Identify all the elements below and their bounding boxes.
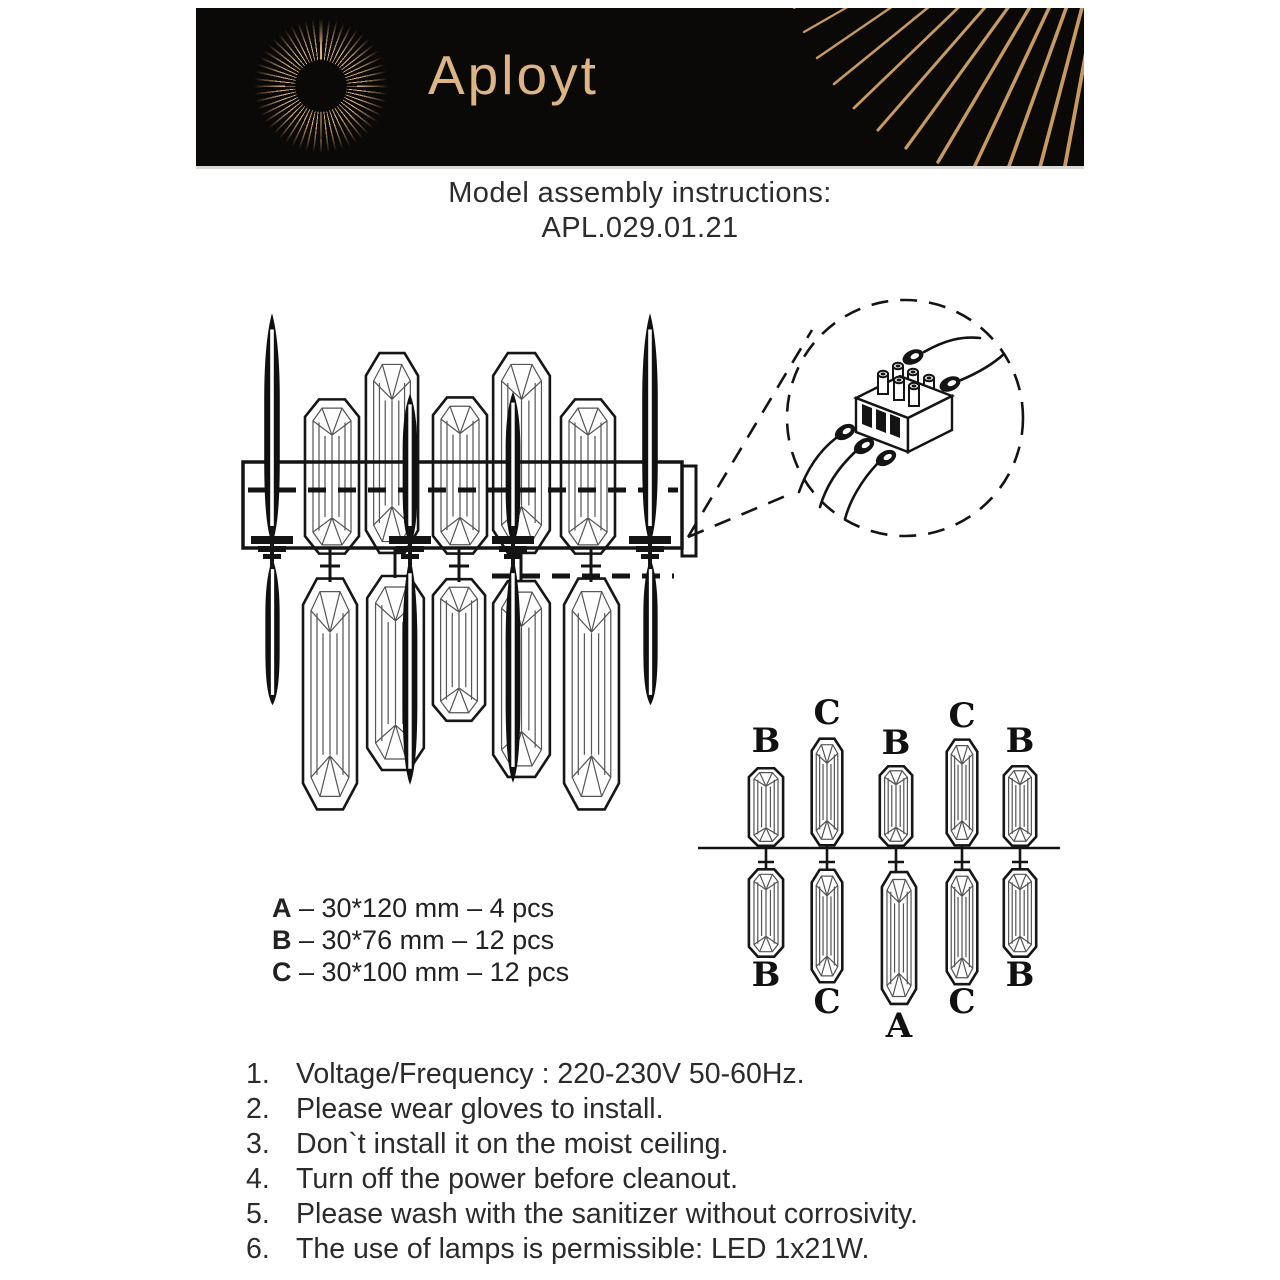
crystal-pendant (564, 579, 619, 810)
finial-spindle (506, 392, 521, 544)
crystal-b (1004, 869, 1036, 956)
instruction-number: 3. (246, 1128, 270, 1160)
crystal-pendant (493, 353, 550, 553)
crystal-pendant (561, 399, 615, 553)
ring-terminal (900, 346, 926, 368)
crystal-label: B (751, 955, 781, 995)
instruction-item (246, 1058, 918, 1090)
instruction-text: Don`t install it on the moist ceiling. (296, 1128, 729, 1160)
legend-key: A (272, 893, 292, 923)
ring-terminal (832, 420, 858, 443)
crystal-label: B (1005, 955, 1035, 995)
model-number: APL.029.01.21 (541, 212, 739, 244)
finial-spindle (642, 313, 658, 544)
crystal-a (882, 872, 916, 1004)
instruction-number: 5. (246, 1198, 270, 1230)
brand-name: Aployt (428, 44, 599, 106)
finial-spindle (264, 313, 280, 544)
crystal-c (947, 740, 978, 846)
instruction-text: Please wear gloves to install. (296, 1093, 664, 1125)
crystal-c (947, 870, 978, 984)
crystal-pendant (493, 581, 550, 777)
crystal-pendant (303, 579, 357, 810)
crystal-label: C (813, 693, 841, 733)
crystal-label: B (1005, 721, 1035, 761)
arrangement-diagram (698, 693, 1060, 1046)
instruction-number: 4. (246, 1163, 270, 1195)
arrangement-pins (758, 846, 1028, 872)
chandelier-drawing (243, 313, 696, 809)
crystal-b (749, 768, 783, 846)
instruction-text: The use of lamps is permissible: LED 1x21W. (296, 1233, 870, 1265)
instruction-number: 6. (246, 1233, 270, 1265)
instruction-number: 2. (246, 1093, 270, 1125)
callout-leader-lines (688, 330, 812, 537)
crystal-label: C (948, 982, 976, 1022)
legend-key: C (272, 957, 292, 987)
mounting-bar-endcap (682, 466, 696, 556)
parts-legend (272, 892, 569, 988)
finial-spindle (403, 394, 418, 544)
crystal-c (812, 739, 843, 846)
crystal-b (1004, 766, 1036, 846)
finial-spindle (403, 557, 418, 785)
instruction-item (246, 1093, 918, 1125)
crystal-label: C (813, 982, 841, 1022)
instruction-item (246, 1128, 918, 1160)
crystal-label: A (885, 1006, 913, 1046)
finial-spindle (506, 557, 521, 783)
finial-spindle (643, 559, 657, 706)
instruction-item (246, 1233, 918, 1265)
legend-key: B (272, 925, 292, 955)
crystal-label: B (751, 721, 781, 761)
legend-item (272, 956, 569, 988)
crystal-pendant (305, 399, 359, 553)
crystal-b (749, 869, 783, 956)
instruction-text: Voltage/Frequency : 220-230V 50-60Hz. (296, 1058, 805, 1090)
legend-text: – 30*76 mm – 12 pcs (291, 925, 555, 955)
wiring-detail-callout (688, 300, 1023, 537)
legend-text: – 30*120 mm – 4 pcs (291, 893, 555, 923)
crystal-label: B (881, 723, 911, 763)
finial-spindle (265, 559, 279, 706)
legend-text: – 30*100 mm – 12 pcs (291, 957, 570, 987)
instruction-item (246, 1198, 918, 1230)
instruction-item (246, 1163, 918, 1195)
instruction-list (246, 1058, 918, 1268)
crystal-label: C (948, 696, 976, 736)
crystal-pendant (433, 397, 487, 553)
instruction-text: Please wash with the sanitizer without corrosivity. (296, 1198, 918, 1230)
instruction-text: Turn off the power before cleanout. (296, 1163, 739, 1195)
crystal-b (880, 766, 912, 846)
page-title: Model assembly instructions: (448, 177, 832, 209)
legend-item (272, 924, 569, 956)
crystal-c (812, 870, 843, 983)
legend-item (272, 892, 569, 924)
instruction-number: 1. (246, 1058, 270, 1090)
crystal-pendant (433, 579, 485, 721)
ring-terminal (873, 446, 899, 469)
